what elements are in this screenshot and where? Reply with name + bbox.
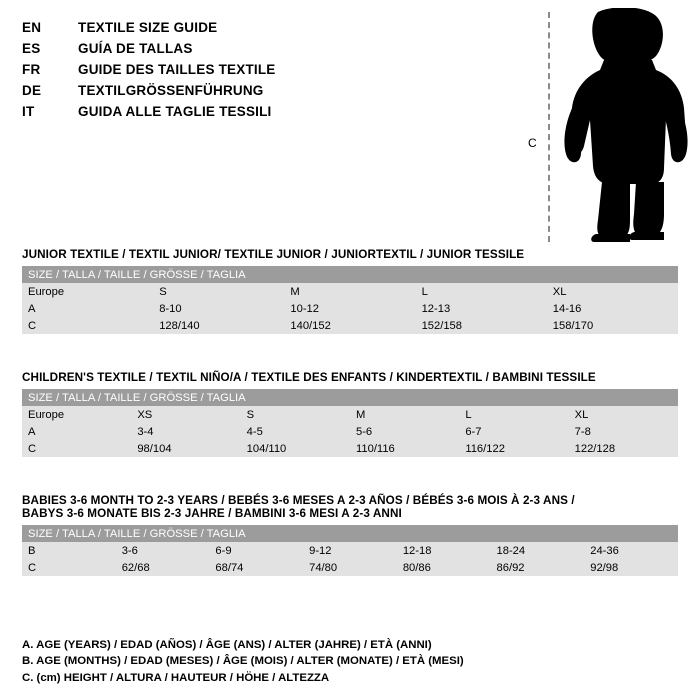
row-key: B <box>22 542 116 559</box>
table-cell: 152/158 <box>416 317 547 334</box>
language-row <box>22 41 502 62</box>
figure-illustration <box>520 8 692 243</box>
section-title: JUNIOR TEXTILE / TEXTIL JUNIOR/ TEXTILE JUNIOR / JUNIORTEXTIL / JUNIOR TESSILE <box>22 248 525 261</box>
language-code: EN <box>22 20 42 35</box>
legend-line-b: B. AGE (MONTHS) / EDAD (MESES) / ÂGE (MOIS) / ALTER (MONATE) / ETÀ (MESI) <box>22 655 464 667</box>
table-cell: 140/152 <box>284 317 415 334</box>
table-cell: 10-12 <box>284 300 415 317</box>
row-key: C <box>22 440 131 457</box>
table-cell: L <box>416 283 547 300</box>
language-code: DE <box>22 83 42 98</box>
table-cell: 5-6 <box>350 423 459 440</box>
legend-line-a: A. AGE (YEARS) / EDAD (AÑOS) / ÂGE (ANS) / ALTER (JAHRE) / ETÀ (ANNI) <box>22 638 432 651</box>
table-cell: L <box>459 406 568 423</box>
table-cell: 128/140 <box>153 317 284 334</box>
table-row <box>22 440 678 457</box>
junior-size-table <box>22 266 678 334</box>
section-title-line1: BABIES 3-6 MONTH TO 2-3 YEARS / BEBÉS 3-6 MESES A 2-3 AÑOS / BÉBÉS 3-6 MOIS À 2-3 ANS / <box>22 494 575 507</box>
height-marker-label: C <box>528 136 537 150</box>
table-cell: 18-24 <box>491 542 585 559</box>
table-cell: 4-5 <box>241 423 350 440</box>
section-childrens-textile <box>22 371 678 457</box>
language-code: ES <box>22 41 41 56</box>
language-title: TEXTILGRÖSSENFÜHRUNG <box>78 83 264 98</box>
section-babies-textile <box>22 494 678 576</box>
table-cell: 8-10 <box>153 300 284 317</box>
table-cell: 3-6 <box>116 542 210 559</box>
language-title: GUÍA DE TALLAS <box>78 41 193 56</box>
row-key: A <box>22 423 131 440</box>
table-cell: 116/122 <box>459 440 568 457</box>
row-key: C <box>22 559 116 576</box>
table-row <box>22 283 678 300</box>
table-cell: 3-4 <box>131 423 240 440</box>
table-cell: 6-9 <box>209 542 303 559</box>
children-size-table <box>22 389 678 457</box>
legend-block <box>22 637 682 687</box>
table-row <box>22 559 678 576</box>
language-code: IT <box>22 104 35 119</box>
table-cell: 6-7 <box>459 423 568 440</box>
child-silhouette-icon <box>560 8 690 243</box>
table-cell: 7-8 <box>569 423 678 440</box>
table-cell: 12-18 <box>397 542 491 559</box>
table-header-row <box>22 389 678 406</box>
table-cell: 24-36 <box>584 542 678 559</box>
language-title-block <box>22 20 502 125</box>
row-key: Europe <box>22 406 131 423</box>
row-key: Europe <box>22 283 153 300</box>
table-cell: 98/104 <box>131 440 240 457</box>
table-header-label: SIZE / TALLA / TAILLE / GRÖSSE / TAGLIA <box>22 266 678 283</box>
language-code: FR <box>22 62 41 77</box>
table-cell: M <box>350 406 459 423</box>
section-title <box>22 494 678 520</box>
language-row <box>22 20 502 41</box>
section-junior-textile <box>22 248 678 334</box>
table-cell: XL <box>569 406 678 423</box>
language-title: GUIDA ALLE TAGLIE TESSILI <box>78 104 272 119</box>
table-cell: 110/116 <box>350 440 459 457</box>
table-header-row <box>22 266 678 283</box>
table-cell: S <box>153 283 284 300</box>
table-cell: 92/98 <box>584 559 678 576</box>
table-cell: XS <box>131 406 240 423</box>
row-key: A <box>22 300 153 317</box>
table-cell: 68/74 <box>209 559 303 576</box>
language-row <box>22 83 502 104</box>
babies-size-table <box>22 525 678 576</box>
section-title-line2: BABYS 3-6 MONATE BIS 2-3 JAHRE / BAMBINI 3-6 MESI A 2-3 ANNI <box>22 507 402 520</box>
legend-line-c: C. (cm) HEIGHT / ALTURA / HAUTEUR / HÖHE / ALTEZZA <box>22 671 330 684</box>
table-row <box>22 300 678 317</box>
table-cell: S <box>241 406 350 423</box>
table-row <box>22 317 678 334</box>
table-cell: 9-12 <box>303 542 397 559</box>
table-cell: 104/110 <box>241 440 350 457</box>
table-cell: 62/68 <box>116 559 210 576</box>
table-header-label: SIZE / TALLA / TAILLE / GRÖSSE / TAGLIA <box>22 389 678 406</box>
table-cell: M <box>284 283 415 300</box>
row-key: C <box>22 317 153 334</box>
table-row <box>22 406 678 423</box>
table-header-row <box>22 525 678 542</box>
table-cell: XL <box>547 283 678 300</box>
language-row <box>22 104 502 125</box>
height-dashed-line <box>548 12 550 242</box>
table-cell: 74/80 <box>303 559 397 576</box>
table-row <box>22 542 678 559</box>
table-cell: 86/92 <box>491 559 585 576</box>
table-cell: 80/86 <box>397 559 491 576</box>
language-title: TEXTILE SIZE GUIDE <box>78 20 218 35</box>
table-cell: 12-13 <box>416 300 547 317</box>
table-header-label: SIZE / TALLA / TAILLE / GRÖSSE / TAGLIA <box>22 525 678 542</box>
table-cell: 158/170 <box>547 317 678 334</box>
table-cell: 14-16 <box>547 300 678 317</box>
language-title: GUIDE DES TAILLES TEXTILE <box>78 62 276 77</box>
section-title: CHILDREN'S TEXTILE / TEXTIL NIÑO/A / TEXTILE DES ENFANTS / KINDERTEXTIL / BAMBINI TESSILE <box>22 371 596 384</box>
language-row <box>22 62 502 83</box>
table-row <box>22 423 678 440</box>
table-cell: 122/128 <box>569 440 678 457</box>
